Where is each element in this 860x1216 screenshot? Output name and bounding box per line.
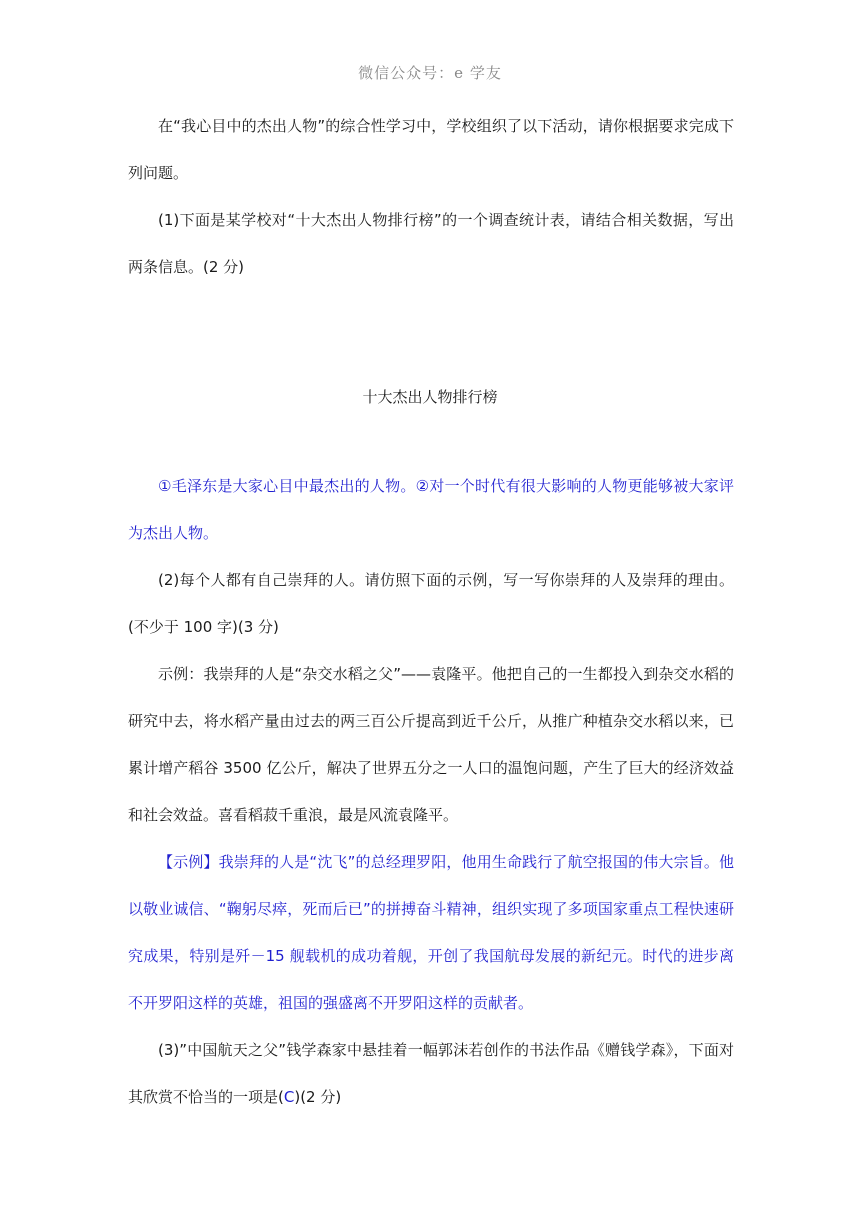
- intro-paragraph: 在“我心目中的杰出人物”的综合性学习中，学校组织了以下活动，请你根据要求完成下列问题。: [128, 117, 734, 182]
- question-1: (1)下面是某学校对“十大杰出人物排行榜”的一个调查统计表，请结合相关数据，写出两条信息。(2 分): [128, 211, 734, 276]
- answers-block: [128, 463, 734, 1121]
- table-title: 十大杰出人物排行榜: [362, 388, 498, 406]
- watermark-header: 微信公众号：e 学友: [358, 64, 502, 82]
- question-3: [128, 1027, 734, 1121]
- question-2-example: 示例：我崇拜的人是“杂交水稻之父”——袁隆平。他把自己的一生都投入到杂交水稻的研究中去，将水稻产量由过去的两三百公斤提高到近千公斤，从推广种植杂交水稻以来，已累计增产稻谷 3500 亿公斤，解决了世界五分之一人口的温饱问题，产生了巨大的经济效益和社会效益。喜看稻菽千重浪，最是风流袁隆平。: [128, 665, 734, 824]
- intro-block: [128, 103, 734, 291]
- question-2-answer: 【示例】我崇拜的人是“沈飞”的总经理罗阳，他用生命践行了航空报国的伟大宗旨。他以敬业诚信、“鞠躬尽瘁，死而后已”的拼搏奋斗精神，组织实现了多项国家重点工程快速研究成果，特别是歼－15 舰载机的成功着舰，开创了我国航母发展的新纪元。时代的进步离不开罗阳这样的英雄，祖国的强盛离不开罗阳这样的贡献者。: [128, 853, 734, 1012]
- question-3-text: (3)”中国航天之父”钱学森家中悬挂着一幅郭沫若创作的书法作品《赠钱学森》，下面对其欣赏不恰当的一项是(: [128, 1041, 734, 1106]
- question-3-answer: C: [283, 1088, 295, 1106]
- question-1-answer: ①毛泽东是大家心目中最杰出的人物。②对一个时代有很大影响的人物更能够被大家评为杰出人物。: [128, 477, 734, 542]
- question-2: (2)每个人都有自己崇拜的人。请仿照下面的示例，写一写你崇拜的人及崇拜的理由。(不少于 100 字)(3 分): [128, 571, 734, 636]
- question-3-score: )(2 分): [294, 1088, 342, 1106]
